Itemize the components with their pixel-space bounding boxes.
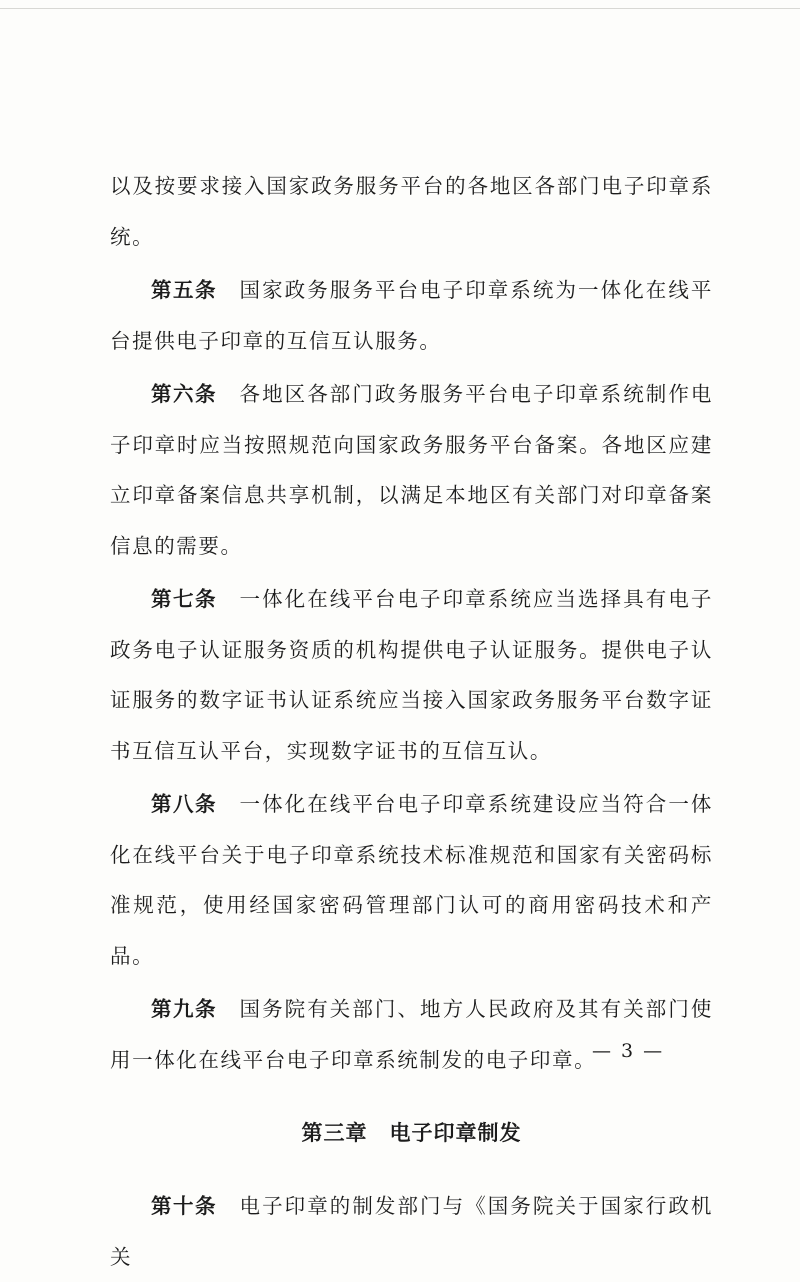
document-body: [110, 161, 713, 1282]
article-text: 国务院有关部门、地方人民政府及其有关部门使用一体化在线平台电子印章系统制发的电子印章。: [110, 997, 713, 1072]
article-9: [110, 984, 713, 1085]
page-edge-line: [0, 8, 800, 9]
page-number: — 3 —: [592, 1040, 665, 1062]
article-label: 第五条: [151, 278, 217, 302]
chapter-title: 电子印章制发: [389, 1121, 522, 1145]
chapter-heading: [110, 1108, 713, 1158]
article-label: 第十条: [151, 1194, 217, 1218]
article-text: 国家政务服务平台电子印章系统为一体化在线平台提供电子印章的互信互认服务。: [110, 278, 713, 353]
article-10: [110, 1181, 713, 1282]
article-label: 第七条: [151, 587, 217, 611]
article-6: [110, 369, 713, 571]
article-label: 第八条: [151, 792, 217, 816]
article-5: [110, 265, 713, 366]
chapter-number: 第三章: [301, 1121, 368, 1145]
article-label: 第六条: [151, 382, 217, 406]
article-text: 一体化在线平台电子印章系统应当选择具有电子政务电子认证服务资质的机构提供电子认证服务。提供电子认证服务的数字证书认证系统应当接入国家政务服务平台数字证书互信互认平台，实现数字证书的互信互认。: [110, 587, 713, 763]
article-text: 一体化在线平台电子印章系统建设应当符合一体化在线平台关于电子印章系统技术标准规范和国家有关密码标准规范，使用经国家密码管理部门认可的商用密码技术和产品。: [110, 792, 713, 968]
paragraph-continuation: 以及按要求接入国家政务服务平台的各地区各部门电子印章系统。: [110, 174, 713, 249]
article-7: [110, 574, 713, 776]
article-text: 各地区各部门政务服务平台电子印章系统制作电子印章时应当按照规范向国家政务服务平台备案。各地区应建立印章备案信息共享机制，以满足本地区有关部门对印章备案信息的需要。: [110, 382, 713, 558]
article-8: [110, 779, 713, 981]
article-label: 第九条: [151, 997, 217, 1021]
article-text: 电子印章的制发部门与《国务院关于国家行政机关: [110, 1194, 713, 1269]
